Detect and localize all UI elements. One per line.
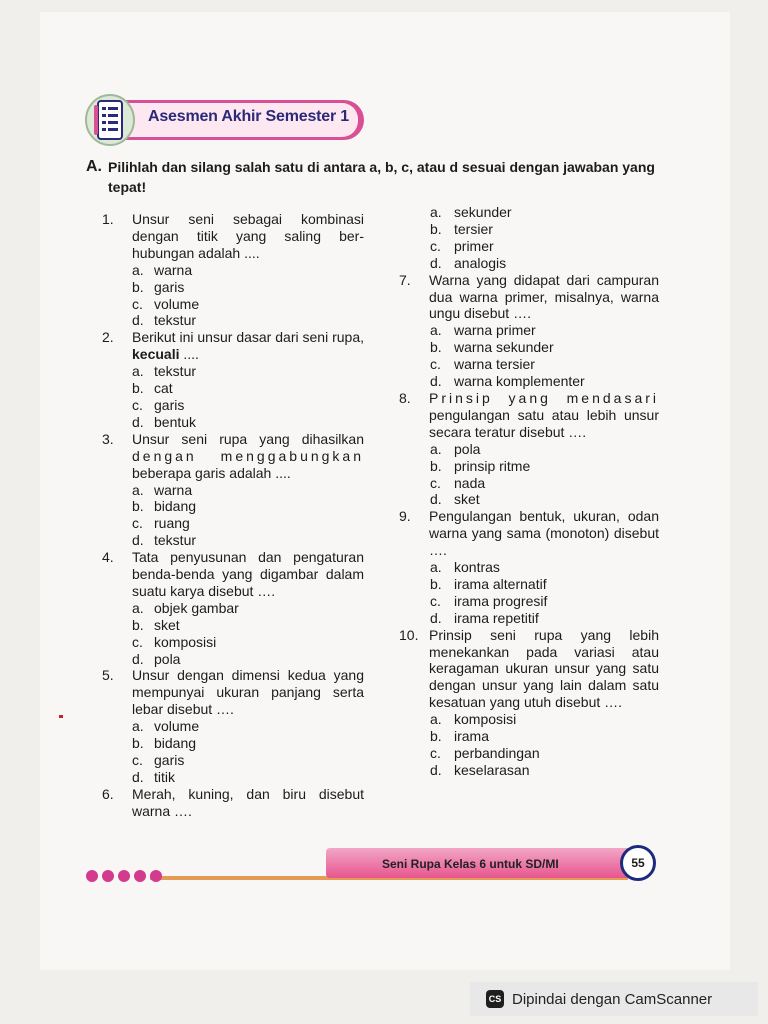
option-letter: a. bbox=[430, 204, 442, 220]
option-text: pola bbox=[154, 650, 181, 667]
option-d[interactable] bbox=[102, 769, 364, 786]
option-letter: a. bbox=[132, 261, 144, 278]
instruction-text: Pilihlah dan silang salah satu di antara a, b, c, atau d sesuai dengan jawaban yang tepat! bbox=[108, 159, 655, 195]
option-letter: b. bbox=[132, 498, 144, 515]
option-c[interactable] bbox=[399, 238, 659, 255]
option-b[interactable] bbox=[399, 576, 659, 593]
question-number: 2. bbox=[102, 329, 114, 346]
question-6 bbox=[102, 786, 364, 820]
option-text: keselarasan bbox=[454, 761, 530, 778]
option-text: volume bbox=[154, 295, 200, 312]
stem-part: pengulangan satu atau lebih unsur secara teratur disebut …. bbox=[429, 406, 659, 440]
option-letter: b. bbox=[132, 735, 144, 752]
option-letter: b. bbox=[430, 220, 442, 237]
option-text: pola bbox=[454, 440, 481, 457]
option-c[interactable] bbox=[102, 634, 364, 651]
book-title: Seni Rupa Kelas 6 untuk SD/MI bbox=[382, 857, 559, 871]
question-stem bbox=[132, 431, 364, 482]
option-text: komposisi bbox=[454, 711, 517, 728]
question-4 bbox=[102, 549, 364, 600]
question-number: 10. bbox=[399, 626, 419, 643]
section-title: Asesmen Akhir Semester 1 bbox=[148, 108, 349, 125]
question-2 bbox=[102, 329, 364, 363]
camscanner-label: Dipindai dengan CamScanner bbox=[512, 990, 713, 1008]
question-stem: Unsur dengan dimensi kedua yang mempunyai ukuran panjang serta lebar disebut …. bbox=[132, 667, 364, 718]
option-letter: b. bbox=[132, 380, 144, 397]
question-1 bbox=[102, 211, 364, 262]
option-text: irama alternatif bbox=[454, 575, 547, 592]
question-number: 5. bbox=[102, 667, 114, 684]
option-letter: c. bbox=[430, 474, 441, 491]
option-b[interactable] bbox=[102, 735, 364, 752]
option-text: tersier bbox=[454, 220, 493, 237]
option-a[interactable] bbox=[399, 441, 659, 458]
stem-part: dengan menggabungkan bbox=[132, 447, 364, 464]
option-letter: b. bbox=[430, 728, 442, 745]
option-a[interactable] bbox=[102, 718, 364, 735]
option-text: irama progresif bbox=[454, 592, 548, 609]
question-stem: Pengulangan bentuk, ukuran, odan warna yang sama (monoton) disebut …. bbox=[429, 508, 659, 559]
option-letter: a. bbox=[132, 363, 144, 380]
option-text: sket bbox=[154, 616, 180, 633]
option-text: cat bbox=[154, 380, 173, 397]
option-b[interactable] bbox=[102, 279, 364, 296]
question-10 bbox=[399, 627, 659, 712]
option-letter: c. bbox=[132, 396, 143, 413]
option-letter: d. bbox=[430, 609, 442, 626]
option-d[interactable] bbox=[399, 491, 659, 508]
option-text: tekstur bbox=[154, 312, 197, 329]
question-stem: Unsur seni sebagai kombinasi dengan titik yang saling ber-hubungan adalah .... bbox=[132, 211, 364, 261]
option-d[interactable] bbox=[102, 651, 364, 668]
option-letter: b. bbox=[430, 457, 442, 474]
option-c[interactable] bbox=[102, 296, 364, 313]
option-b[interactable] bbox=[102, 617, 364, 634]
option-a[interactable] bbox=[399, 322, 659, 339]
option-c[interactable] bbox=[102, 397, 364, 414]
option-letter: c. bbox=[430, 356, 441, 373]
option-letter: d. bbox=[132, 413, 144, 430]
option-letter: a. bbox=[430, 559, 442, 576]
option-d[interactable] bbox=[102, 532, 364, 549]
option-d[interactable] bbox=[399, 762, 659, 779]
option-text: warna bbox=[154, 481, 193, 498]
option-d[interactable] bbox=[399, 610, 659, 627]
dot bbox=[118, 870, 130, 882]
option-a[interactable] bbox=[399, 204, 659, 221]
dot bbox=[150, 870, 162, 882]
option-b[interactable] bbox=[399, 339, 659, 356]
option-letter: a. bbox=[132, 481, 144, 498]
stem-part: .... bbox=[183, 346, 199, 363]
section-letter: A. bbox=[86, 158, 102, 175]
camscanner-logo-icon: CS bbox=[486, 990, 504, 1008]
option-letter: c. bbox=[430, 592, 441, 609]
option-d[interactable] bbox=[399, 255, 659, 272]
option-text: kontras bbox=[454, 559, 500, 576]
option-d[interactable] bbox=[102, 312, 364, 329]
question-number: 9. bbox=[399, 508, 411, 525]
question-8 bbox=[399, 390, 659, 441]
option-a[interactable] bbox=[102, 262, 364, 279]
option-d[interactable] bbox=[399, 373, 659, 390]
option-d[interactable] bbox=[102, 414, 364, 431]
option-text: garis bbox=[154, 396, 185, 413]
option-text: prinsip ritme bbox=[454, 457, 531, 474]
footer-dots bbox=[86, 870, 162, 882]
option-letter: a. bbox=[430, 440, 442, 457]
option-b[interactable] bbox=[399, 458, 659, 475]
question-number: 4. bbox=[102, 549, 114, 566]
option-letter: d. bbox=[132, 650, 144, 667]
question-number: 8. bbox=[399, 389, 411, 406]
option-c[interactable] bbox=[399, 475, 659, 492]
option-text: warna bbox=[154, 261, 193, 278]
question-number: 3. bbox=[102, 430, 114, 447]
dot bbox=[102, 870, 114, 882]
option-text: perbandingan bbox=[454, 745, 540, 761]
option-letter: b. bbox=[132, 616, 144, 633]
stem-emphasis: kecuali bbox=[132, 346, 180, 363]
stem-part: Prinsip yang mendasari bbox=[429, 389, 659, 406]
question-stem bbox=[429, 390, 659, 441]
option-text: ruang bbox=[154, 515, 190, 532]
option-letter: a. bbox=[132, 599, 144, 616]
option-text: warna komplementer bbox=[454, 373, 585, 390]
option-letter: d. bbox=[430, 491, 442, 508]
question-5 bbox=[102, 667, 364, 718]
option-text: komposisi bbox=[154, 633, 217, 650]
document-list-icon bbox=[84, 93, 136, 147]
option-letter: d. bbox=[430, 761, 442, 778]
option-letter: c. bbox=[430, 745, 441, 761]
option-text: garis bbox=[154, 278, 185, 295]
option-letter: c. bbox=[132, 295, 143, 312]
option-b[interactable] bbox=[102, 498, 364, 515]
option-text: warna tersier bbox=[454, 356, 535, 373]
option-a[interactable] bbox=[102, 482, 364, 499]
section-header-banner bbox=[84, 93, 364, 147]
option-text: sekunder bbox=[454, 204, 512, 220]
option-letter: d. bbox=[132, 768, 144, 785]
page-number: 55 bbox=[620, 845, 656, 881]
option-c[interactable] bbox=[399, 593, 659, 610]
option-c[interactable] bbox=[102, 515, 364, 532]
option-text: tekstur bbox=[154, 363, 197, 380]
option-text: bidang bbox=[154, 498, 197, 515]
option-letter: d. bbox=[132, 532, 144, 549]
option-a[interactable] bbox=[102, 363, 364, 380]
option-text: volume bbox=[154, 718, 200, 735]
stray-mark bbox=[59, 715, 63, 718]
option-letter: a. bbox=[430, 322, 442, 339]
option-b[interactable] bbox=[399, 728, 659, 745]
option-b[interactable] bbox=[399, 221, 659, 238]
option-text: objek gambar bbox=[154, 599, 239, 616]
option-letter: c. bbox=[132, 752, 143, 768]
option-letter: b. bbox=[430, 575, 442, 592]
option-b[interactable] bbox=[102, 380, 364, 397]
option-letter: c. bbox=[132, 633, 143, 650]
question-9 bbox=[399, 508, 659, 559]
camscanner-watermark bbox=[470, 982, 758, 1016]
option-c[interactable] bbox=[399, 745, 659, 762]
option-text: irama repetitif bbox=[454, 609, 539, 626]
option-letter: d. bbox=[132, 312, 144, 329]
question-number: 6. bbox=[102, 785, 114, 802]
question-number: 1. bbox=[102, 211, 114, 227]
option-letter: b. bbox=[132, 278, 144, 295]
question-stem: Prinsip seni rupa yang lebih menekankan pada variasi atau keragaman ukuran unsur yang satu dengan unsur yang lain dalam satu kesatuan yang utuh disebut …. bbox=[429, 626, 659, 711]
option-letter: b. bbox=[430, 339, 442, 356]
option-text: titik bbox=[154, 768, 175, 785]
question-stem bbox=[132, 329, 364, 363]
option-letter: a. bbox=[430, 711, 442, 728]
option-letter: a. bbox=[132, 718, 144, 735]
option-a[interactable] bbox=[399, 711, 659, 728]
option-text: bidang bbox=[154, 735, 197, 752]
option-a[interactable] bbox=[399, 559, 659, 576]
option-text: nada bbox=[454, 474, 486, 491]
option-text: sket bbox=[454, 491, 480, 508]
option-text: garis bbox=[154, 752, 185, 768]
question-3 bbox=[102, 431, 364, 482]
question-column-left bbox=[102, 211, 364, 820]
option-c[interactable] bbox=[102, 752, 364, 769]
option-letter: c. bbox=[132, 515, 143, 532]
question-stem: Merah, kuning, dan biru disebut warna …. bbox=[132, 785, 364, 819]
option-text: analogis bbox=[454, 254, 507, 271]
dot bbox=[134, 870, 146, 882]
option-text: warna sekunder bbox=[454, 339, 554, 356]
stem-part: Berikut ini unsur dasar dari seni rupa, bbox=[132, 329, 364, 346]
stem-part: beberapa garis adalah .... bbox=[132, 464, 291, 481]
option-text: warna primer bbox=[454, 322, 536, 339]
question-number: 7. bbox=[399, 271, 411, 288]
question-stem: Tata penyusunan dan pengaturan benda-benda yang digambar dalam suatu karya disebut …. bbox=[132, 549, 364, 599]
option-text: bentuk bbox=[154, 413, 197, 430]
option-letter: c. bbox=[430, 237, 441, 254]
dot bbox=[86, 870, 98, 882]
question-stem: Warna yang didapat dari campuran dua warna primer, misalnya, warna ungu disebut …. bbox=[429, 271, 659, 322]
option-text: irama bbox=[454, 728, 490, 745]
option-c[interactable] bbox=[399, 356, 659, 373]
option-letter: d. bbox=[430, 254, 442, 271]
option-letter: d. bbox=[430, 373, 442, 390]
stem-part: Unsur seni rupa yang dihasilkan bbox=[132, 430, 364, 447]
option-text: primer bbox=[454, 237, 494, 254]
question-column-right bbox=[399, 204, 659, 779]
question-7 bbox=[399, 272, 659, 323]
option-a[interactable] bbox=[102, 600, 364, 617]
option-text: tekstur bbox=[154, 532, 197, 549]
instruction bbox=[86, 157, 666, 197]
